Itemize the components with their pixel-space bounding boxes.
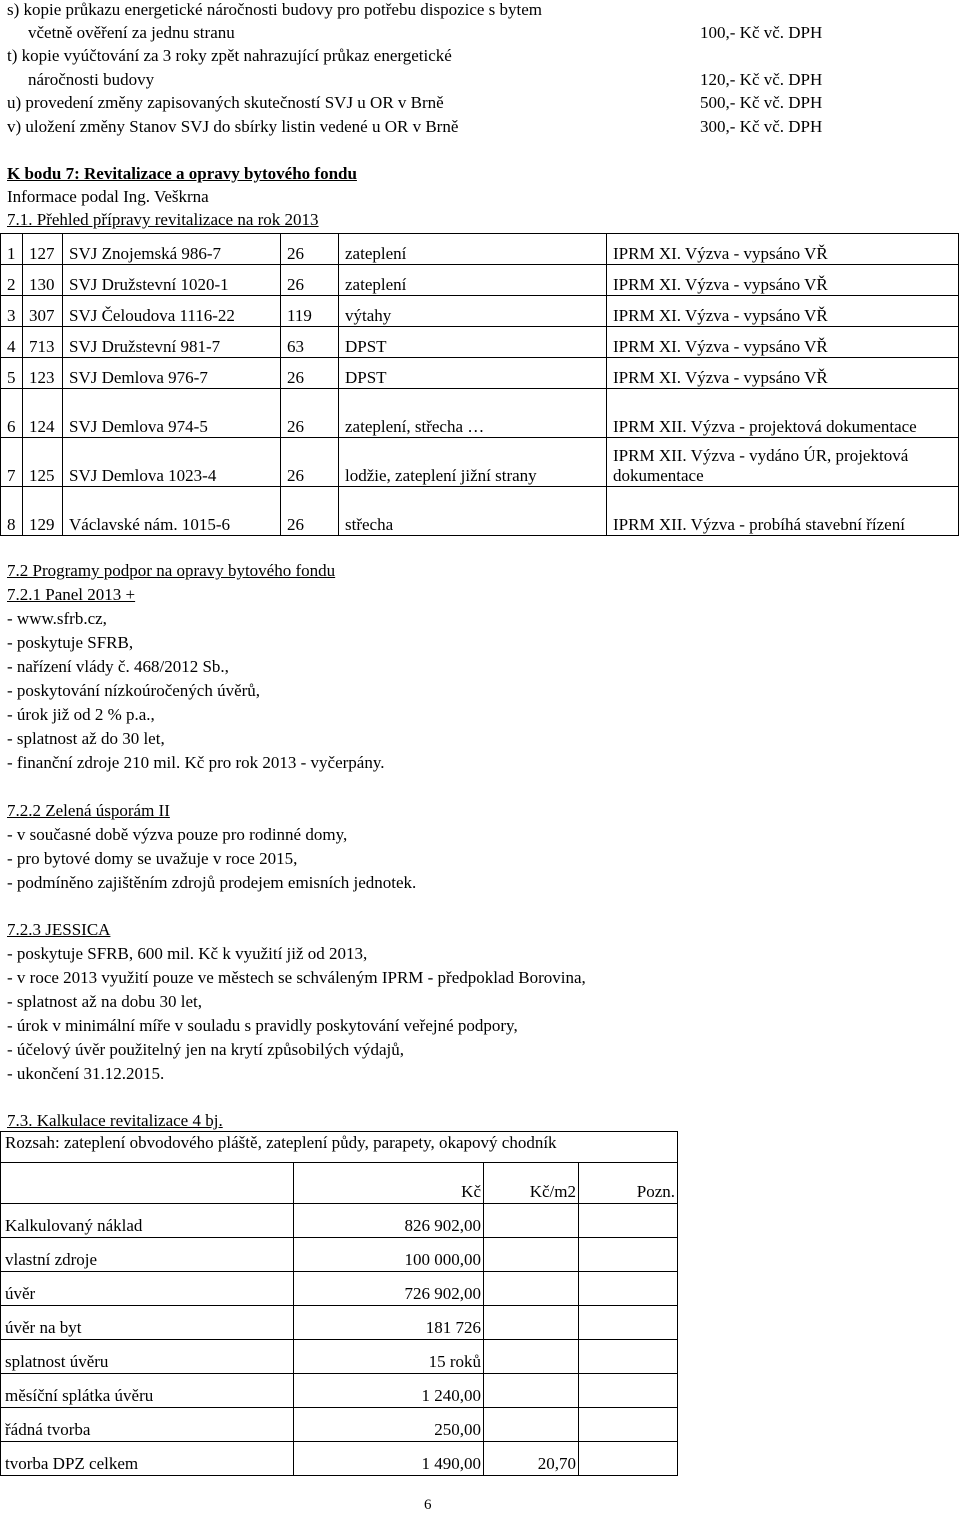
row-number: 4 [1,327,23,358]
table-row [1,1340,678,1374]
fee-v-line1: v) uložení změny Stanov SVJ do sbírky listin vedené u OR v Brně [7,117,459,136]
panel-item: - poskytuje SFRB, [7,633,134,652]
calc-header-kc: Kč [294,1163,484,1204]
table-row [1,1204,678,1238]
row-name: SVJ Družstevní 981-7 [63,327,281,358]
calc-note [579,1408,678,1442]
panel-item: - nařízení vlády č. 468/2012 Sb., [7,657,229,676]
calc-title: 7.3. Kalkulace revitalizace 4 bj. [7,1111,223,1130]
calc-label: úvěr [1,1272,294,1306]
fee-v-price: 300,- Kč vč. DPH [700,117,823,136]
calc-kc-m2 [484,1272,579,1306]
calc-kc: 250,00 [294,1408,484,1442]
row-count: 26 [281,265,339,296]
fee-t-line1: t) kopie vyúčtování za 3 roky zpět nahrazující průkaz energetické [7,46,452,65]
row-name: SVJ Znojemská 986-7 [63,234,281,265]
calc-note [579,1306,678,1340]
row-id: 129 [23,487,63,536]
table-row [1,327,959,358]
green-title: 7.2.2 Zelená úsporám II [7,801,170,820]
fee-s-line1: s) kopie průkazu energetické náročnosti budovy pro potřebu dispozice s bytem [7,0,543,19]
row-id: 307 [23,296,63,327]
calc-note [579,1204,678,1238]
row-work: výtahy [339,296,607,327]
panel-item: - splatnost až do 30 let, [7,729,165,748]
row-status: IPRM XI. Výzva - vypsáno VŘ [607,234,959,265]
fee-t-line2: náročnosti budovy [28,70,155,89]
table-row [1,234,959,265]
jessica-item: - účelový úvěr použitelný jen na krytí způsobilých výdajů, [7,1040,405,1059]
calc-label: tvorba DPZ celkem [1,1442,294,1476]
row-status: IPRM XI. Výzva - vypsáno VŘ [607,358,959,389]
panel-item: - poskytování nízkoúročených úvěrů, [7,681,261,700]
jessica-item: - v roce 2013 využití pouze ve městech se schváleným IPRM - předpoklad Borovina, [7,968,586,987]
row-id: 123 [23,358,63,389]
jessica-item: - poskytuje SFRB, 600 mil. Kč k využití již od 2013, [7,944,368,963]
row-count: 63 [281,327,339,358]
green-item: - pro bytové domy se uvažuje v roce 2015, [7,849,298,868]
calculation-table [0,1131,678,1476]
row-number: 7 [1,438,23,487]
table-row [1,438,959,487]
row-count: 26 [281,234,339,265]
row-id: 713 [23,327,63,358]
calc-kc: 15 roků [294,1340,484,1374]
fee-t-price: 120,- Kč vč. DPH [700,70,823,89]
page-number: 6 [424,1497,432,1513]
calc-kc-m2 [484,1238,579,1272]
row-name: Václavské nám. 1015-6 [63,487,281,536]
section7-informer: Informace podal Ing. Veškrna [7,187,209,206]
section7-heading: K bodu 7: Revitalizace a opravy bytového fondu [7,164,357,183]
fee-s-line2: včetně ověření za jednu stranu [28,23,235,42]
row-name: SVJ Čeloudova 1116-22 [63,296,281,327]
calc-kc: 100 000,00 [294,1238,484,1272]
calc-note [579,1272,678,1306]
calc-header-empty [1,1163,294,1204]
row-number: 6 [1,389,23,438]
jessica-item: - ukončení 31.12.2015. [7,1064,165,1083]
row-id: 125 [23,438,63,487]
table-row [1,389,959,438]
row-work: DPST [339,327,607,358]
panel-item: - úrok již od 2 % p.a., [7,705,155,724]
calc-label: splatnost úvěru [1,1340,294,1374]
table-row [1,265,959,296]
calc-kc: 726 902,00 [294,1272,484,1306]
calc-label: Kalkulovaný náklad [1,1204,294,1238]
table-row [1,1374,678,1408]
panel-item: - finanční zdroje 210 mil. Kč pro rok 2013 - vyčerpány. [7,753,385,772]
calc-kc: 1 490,00 [294,1442,484,1476]
jessica-item: - úrok v minimální míře v souladu s pravidly poskytování veřejné podpory, [7,1016,518,1035]
calc-label: úvěr na byt [1,1306,294,1340]
row-status: IPRM XI. Výzva - vypsáno VŘ [607,296,959,327]
row-number: 3 [1,296,23,327]
calc-header-kc-m2: Kč/m2 [484,1163,579,1204]
row-count: 26 [281,487,339,536]
row-number: 2 [1,265,23,296]
panel-item: - www.sfrb.cz, [7,609,107,628]
row-count: 26 [281,438,339,487]
calc-kc: 826 902,00 [294,1204,484,1238]
row-name: SVJ Demlova 976-7 [63,358,281,389]
row-status: IPRM XII. Výzva - projektová dokumentace [607,389,959,438]
row-id: 127 [23,234,63,265]
row-count: 26 [281,358,339,389]
green-item: - v současné době výzva pouze pro rodinné domy, [7,825,348,844]
row-name: SVJ Demlova 1023-4 [63,438,281,487]
row-work: zateplení [339,265,607,296]
calc-label: vlastní zdroje [1,1238,294,1272]
row-work: zateplení [339,234,607,265]
row-status: IPRM XI. Výzva - vypsáno VŘ [607,327,959,358]
table-row [1,1306,678,1340]
table-row [1,1272,678,1306]
calc-kc: 1 240,00 [294,1374,484,1408]
revitalization-overview-table [0,233,959,536]
calc-kc-m2 [484,1306,579,1340]
row-name: SVJ Družstevní 1020-1 [63,265,281,296]
row-work: DPST [339,358,607,389]
table-row [1,296,959,327]
calc-kc-m2 [484,1204,579,1238]
row-status: IPRM XI. Výzva - vypsáno VŘ [607,265,959,296]
row-count: 119 [281,296,339,327]
calc-scope: Rozsah: zateplení obvodového pláště, zateplení půdy, parapety, okapový chodník [1,1132,678,1163]
row-id: 124 [23,389,63,438]
fee-s-price: 100,- Kč vč. DPH [700,23,823,42]
calc-kc-m2 [484,1408,579,1442]
table-row [1,1238,678,1272]
table-row [1,1408,678,1442]
row-status: IPRM XII. Výzva - vydáno ÚR, projektová dokumentace [607,438,959,487]
calc-note [579,1442,678,1476]
table-row [1,358,959,389]
row-number: 8 [1,487,23,536]
row-work: střecha [339,487,607,536]
row-status: IPRM XII. Výzva - probíhá stavební řízení [607,487,959,536]
calc-label: řádná tvorba [1,1408,294,1442]
calc-kc-m2: 20,70 [484,1442,579,1476]
table-row [1,487,959,536]
row-id: 130 [23,265,63,296]
calc-kc-m2 [484,1374,579,1408]
fee-u-price: 500,- Kč vč. DPH [700,93,823,112]
calc-kc-m2 [484,1340,579,1374]
row-number: 1 [1,234,23,265]
row-work: lodžie, zateplení jižní strany [339,438,607,487]
calc-note [579,1238,678,1272]
section7-subheading: 7.1. Přehled přípravy revitalizace na rok 2013 [7,210,319,229]
row-count: 26 [281,389,339,438]
calc-label: měsíční splátka úvěru [1,1374,294,1408]
programs-heading: 7.2 Programy podpor na opravy bytového fondu [7,561,336,580]
fee-u-line1: u) provedení změny zapisovaných skutečností SVJ u OR v Brně [7,93,444,112]
jessica-item: - splatnost až na dobu 30 let, [7,992,202,1011]
row-number: 5 [1,358,23,389]
calc-note [579,1374,678,1408]
green-item: - podmíněno zajištěním zdrojů prodejem emisních jednotek. [7,873,417,892]
row-work: zateplení, střecha … [339,389,607,438]
table-row [1,1442,678,1476]
calc-kc: 181 726 [294,1306,484,1340]
panel-title: 7.2.1 Panel 2013 + [7,585,136,604]
jessica-title: 7.2.3 JESSICA [7,920,111,939]
calc-header-note: Pozn. [579,1163,678,1204]
calc-note [579,1340,678,1374]
row-name: SVJ Demlova 974-5 [63,389,281,438]
